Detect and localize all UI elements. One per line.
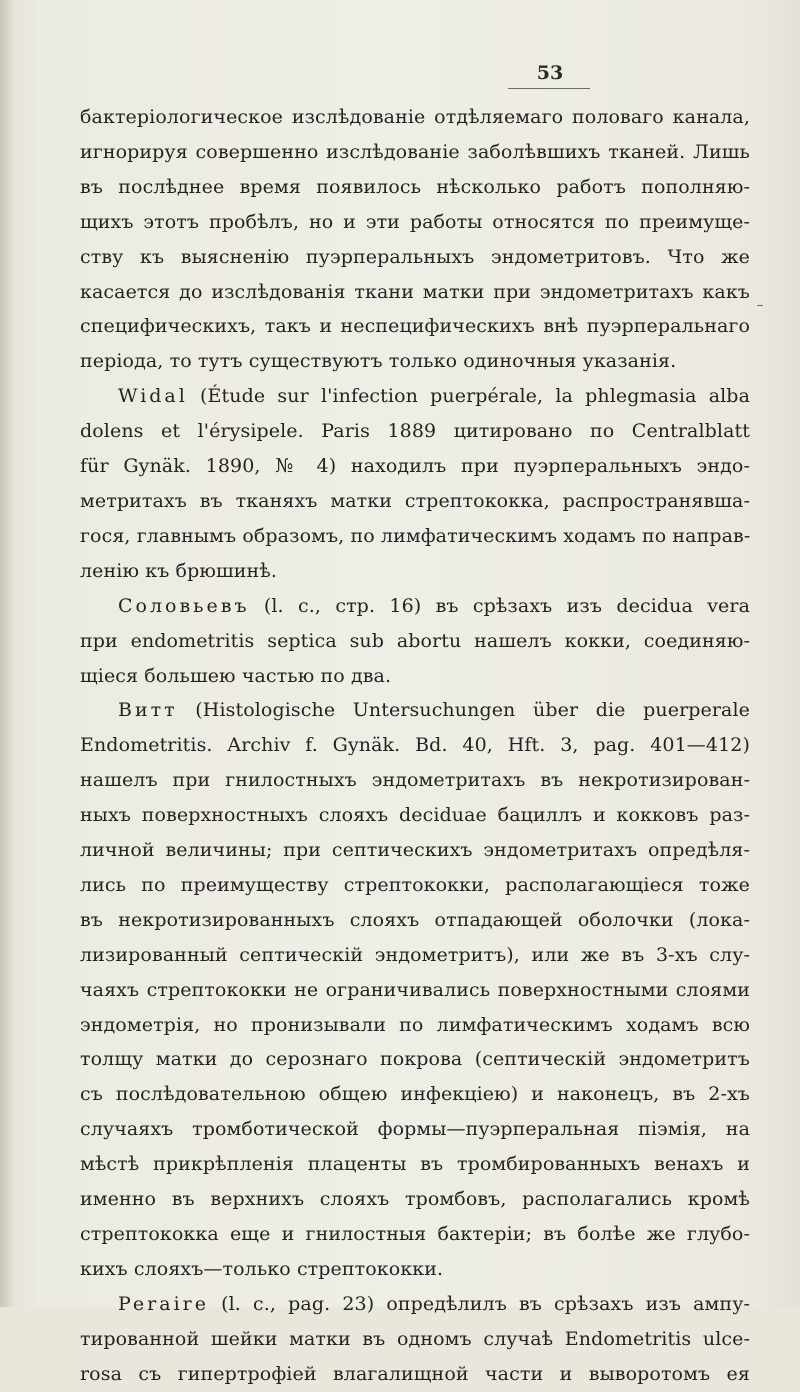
text-line: эндометрія, но пронизывали по лимфатическимъ ходамъ всю [80, 1013, 750, 1036]
text-line [80, 693, 750, 728]
text-line: личной величины; при септическихъ эндометритахъ опредѣля- [80, 839, 750, 862]
paragraph [80, 1287, 750, 1392]
text-line: періода, то тутъ существуютъ только одиночныя указанія. [80, 350, 677, 373]
body-text [80, 100, 750, 1392]
page-number: 53 [536, 62, 564, 84]
paragraph [80, 589, 750, 694]
author-name: Витт [118, 699, 178, 722]
text-line: игнорируя совершенно изслѣдованіе заболѣвшихъ тканей. Лишь [80, 140, 750, 163]
text-line: въ послѣднее время появилось нѣсколько работъ пополняю- [80, 175, 750, 198]
text-line: случаяхъ тромботической формы—пуэрперальная піэмія, на [80, 1118, 750, 1141]
text-line: dolens et l'érysipele. Paris 1889 цитировано по Centralblatt [80, 420, 750, 443]
header-rule [508, 88, 590, 89]
page-binding-shadow [0, 0, 14, 1307]
text-line: чаяхъ стрептококки не ограничивались поверхностными слоями [80, 978, 750, 1001]
text-line: гося, главнымъ образомъ, по лимфатическимъ ходамъ по направ- [80, 524, 751, 547]
text-line: съ послѣдовательною общею инфекціею) и наконецъ, въ 2-хъ [80, 1083, 750, 1106]
text-line: нашелъ при гнилостныхъ эндометритахъ въ некротизирован- [80, 769, 750, 792]
text-line: щихъ этотъ пробѣлъ, но и эти работы относятся по преимуще- [80, 210, 750, 233]
text-run: (l. c., pag. 23) опредѣлилъ въ срѣзахъ изъ ампу- [209, 1292, 750, 1315]
text-line: лизированный септическій эндометритъ), или же въ 3-хъ слу- [80, 943, 750, 966]
text-line: ныхъ поверхностныхъ слояхъ deciduae бациллъ и кокковъ раз- [80, 804, 750, 827]
paragraph [80, 693, 750, 1286]
author-name: Соловьевъ [118, 594, 250, 617]
margin-mark [757, 305, 763, 306]
text-line: ству къ выясненію пуэрперальныхъ эндометритовъ. Что же [80, 245, 750, 268]
text-line: метритахъ въ тканяхъ матки стрептококка, распространявша- [80, 489, 750, 512]
author-name: Widal [118, 385, 188, 408]
text-line: именно въ верхнихъ слояхъ тромбовъ, располагались кромѣ [80, 1188, 750, 1211]
text-line: für Gynäk. 1890, № 4) находилъ при пуэрперальныхъ эндо- [80, 455, 750, 478]
text-line: касается до изслѣдованія ткани матки при эндометритахъ какъ [80, 280, 750, 303]
text-line: Endometritis. Archiv f. Gynäk. Bd. 40, Hft. 3, pag. 401—412) [80, 734, 750, 757]
text-line [80, 589, 750, 624]
paragraph [80, 100, 750, 379]
author-name: Peraire [118, 1292, 209, 1315]
text-run: (Histologische Untersuchungen über die puerperale [177, 699, 750, 722]
text-line: мѣстѣ прикрѣпленія плаценты въ тромбированныхъ венахъ и [80, 1153, 750, 1176]
text-run: (Étude sur l'infection puerpérale, la phlegmasia alba [187, 385, 750, 408]
text-line: бактеріологическое изслѣдованіе отдѣляемаго половаго канала, [80, 106, 750, 128]
text-line: щіеся большею частью по два. [80, 664, 392, 687]
text-line: стрептококка еще и гнилостныя бактеріи; въ болѣе же глубо- [80, 1223, 750, 1245]
text-line: rosa съ гипертрофіей влагалищной части и выворотомъ ея [80, 1362, 750, 1385]
text-line: при endometritis septica sub abortu нашелъ кокки, соединяю- [80, 629, 750, 652]
text-run: (l. c., стр. 16) въ срѣзахъ изъ decidua vera [249, 594, 750, 617]
text-line [80, 379, 750, 414]
text-line: лись по преимуществу стрептококки, располагающіеся тоже [80, 873, 750, 896]
paragraph [80, 379, 750, 588]
text-line: кихъ слояхъ—только стрептококки. [80, 1257, 444, 1280]
text-line: въ некротизированныхъ слояхъ отпадающей оболочки (лока- [80, 908, 750, 931]
text-line: толщу матки до сeрознаго покрова (септическій эндометритъ [80, 1048, 750, 1071]
text-line: специфическихъ, такъ и неспецифическихъ внѣ пуэрперальнаго [80, 315, 750, 338]
text-line: тированной шейки матки въ одномъ случаѣ Endometritis ulce- [80, 1327, 750, 1350]
text-line [80, 1287, 750, 1322]
text-line: ленію къ брюшинѣ. [80, 559, 277, 582]
